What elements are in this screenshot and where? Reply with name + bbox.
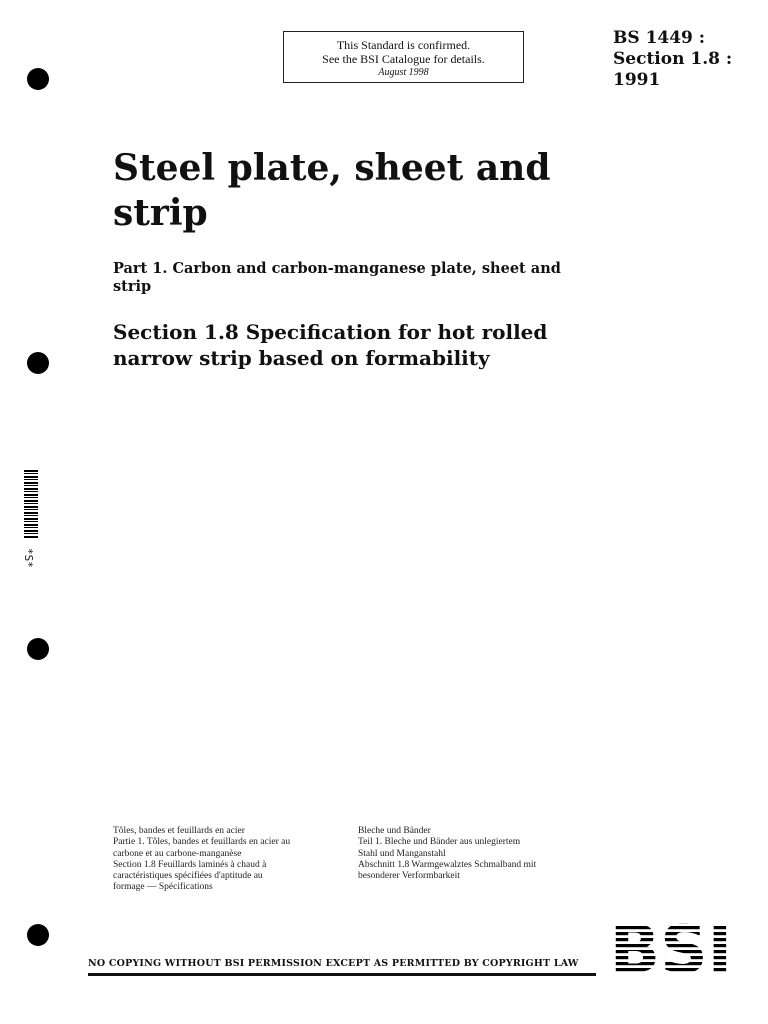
german-title-line: Abschnitt 1.8 Warmgewalztes Schmalband mit <box>358 859 537 870</box>
french-title-line: Section 1.8 Feuillards laminés à chaud à <box>113 859 267 870</box>
footer-rule <box>88 973 596 976</box>
german-title-line: besonderer Verformbarkeit <box>358 871 460 882</box>
german-title <box>358 826 598 882</box>
punch-hole-4 <box>27 924 49 946</box>
standard-number: BS 1449 : <box>613 28 706 48</box>
standard-year: 1991 <box>613 70 661 90</box>
part-line-1: Part 1. Carbon and carbon-manganese plate, sheet and <box>113 260 561 277</box>
title-line-1: Steel plate, sheet and <box>113 147 551 189</box>
punch-hole-3 <box>27 638 49 660</box>
barcode-label: *S* <box>22 548 35 568</box>
copyright-notice: NO COPYING WITHOUT BSI PERMISSION EXCEPT AS PERMITTED BY COPYRIGHT LAW <box>88 958 579 969</box>
punch-hole-1 <box>27 68 49 90</box>
french-title-line: Tôles, bandes et feuillards en acier <box>113 826 245 836</box>
part-line-2: strip <box>113 278 152 295</box>
german-title-line: Bleche und Bänder <box>358 826 431 836</box>
barcode <box>24 470 38 538</box>
confirmation-line-2: See the BSI Catalogue for details. <box>322 52 485 66</box>
french-title-line: caractéristiques spécifiées d'aptitude au <box>113 871 263 882</box>
section-heading <box>113 319 583 371</box>
punch-hole-2 <box>27 352 49 374</box>
confirmation-box <box>283 31 524 83</box>
title-line-2: strip <box>113 192 208 234</box>
section-line-1: Section 1.8 Specification for hot rolled <box>113 320 548 344</box>
confirmation-date: August 1998 <box>378 67 429 78</box>
part-heading <box>113 260 583 296</box>
standard-identifier <box>613 28 732 91</box>
french-title <box>113 826 338 894</box>
section-line-2: narrow strip based on formability <box>113 346 490 370</box>
german-title-line: Stahl und Manganstahl <box>358 848 446 859</box>
document-title <box>113 146 633 236</box>
french-title-line: carbone et au carbone-manganèse <box>113 848 242 859</box>
french-title-line: formage — Spécifications <box>113 882 213 893</box>
french-title-line: Partie 1. Tôles, bandes et feuillards en acier au <box>113 837 291 848</box>
bsi-logo <box>598 914 744 978</box>
confirmation-line-1: This Standard is confirmed. <box>336 38 471 52</box>
standard-section: Section 1.8 : <box>613 49 733 69</box>
german-title-line: Teil 1. Bleche und Bänder aus unlegiertem <box>358 837 521 848</box>
